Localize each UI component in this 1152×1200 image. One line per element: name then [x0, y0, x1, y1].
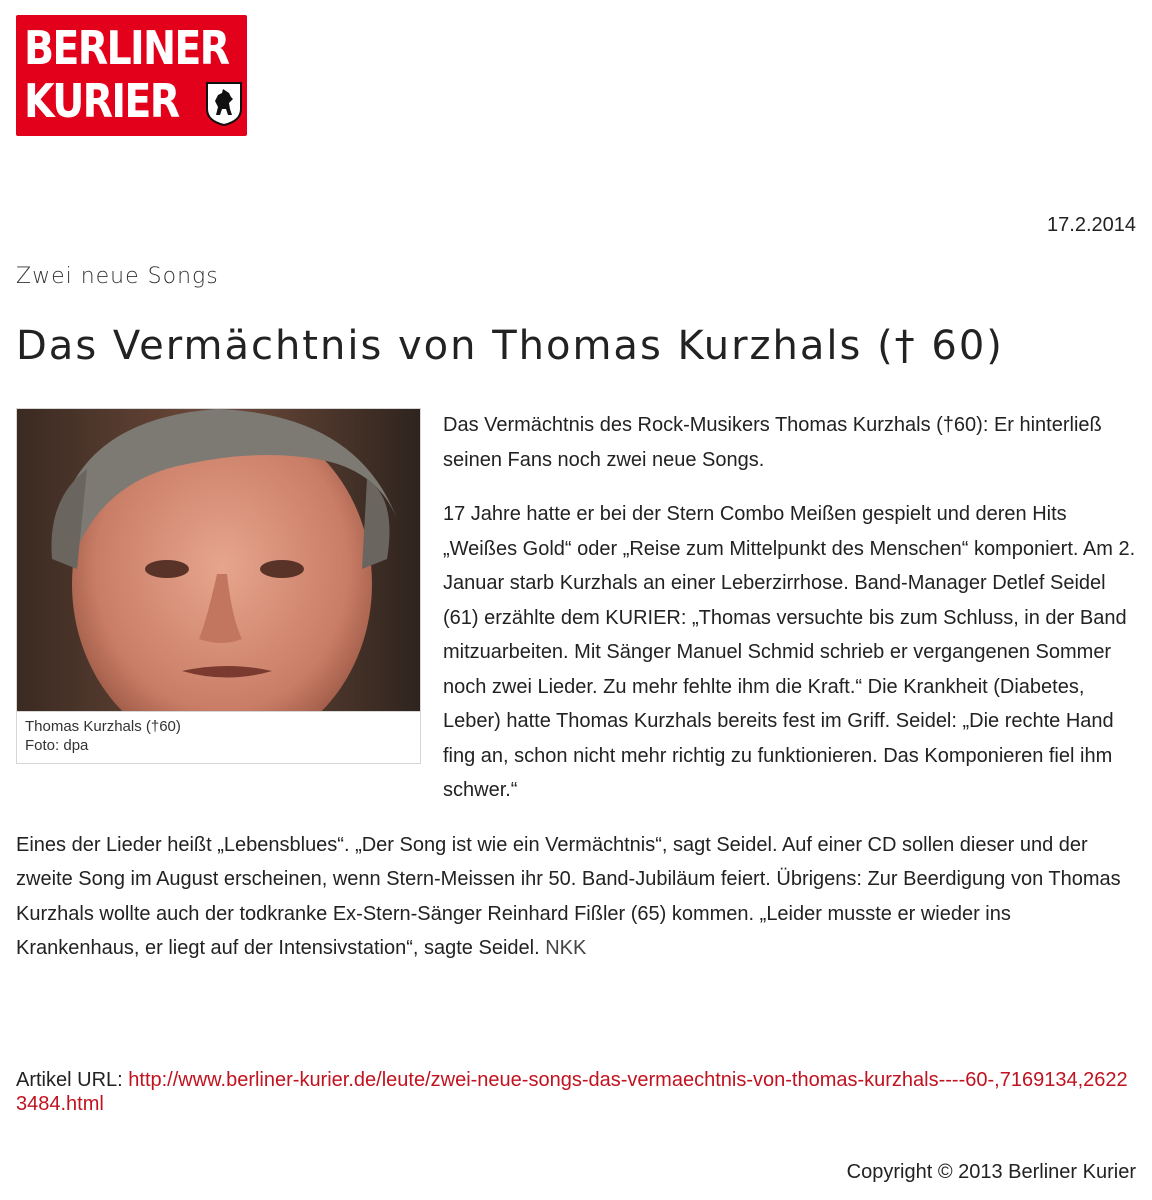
article-paragraph-1: Das Vermächtnis des Rock-Musikers Thomas Kurzhals (†60): Er hinterließ seinen Fans noch zwei neue Songs.: [443, 414, 1102, 471]
article-paragraph-3: [16, 828, 1136, 966]
logo-text-line2: KURIER: [24, 74, 179, 128]
author-initials: NKK: [545, 937, 587, 959]
article-figure: [16, 408, 421, 764]
caption-credit: Foto: dpa: [25, 737, 89, 754]
image-caption: [17, 711, 420, 763]
copyright-notice: Copyright © 2013 Berliner Kurier: [846, 1161, 1136, 1183]
article-kicker: Zwei neue Songs: [16, 264, 219, 289]
berliner-kurier-logo[interactable]: [16, 15, 247, 136]
paragraph-3-text: Eines der Lieder heißt „Lebensblues“. „Der Song ist wie ein Vermächtnis“, sagt Seidel. Auf einer CD sollen dieser und der zweite Song im August erscheinen, wenn Stern-Meissen ihr 50. Band-Jubiläum feiert. Übrigens: Zur Beerdigung von Thomas Kurzhals wollte auch der todkranke Ex-Stern-Sänger Reinhard Fißler (65) kommen. „Leider musste er wieder ins Krankenhaus, er liegt auf der Intensivstation“, sagte Seidel.: [16, 833, 1121, 959]
publication-date: 17.2.2014: [1047, 214, 1136, 236]
portrait-photo: [17, 409, 420, 711]
url-label: Artikel URL:: [16, 1069, 123, 1091]
article-url-link[interactable]: http://www.berliner-kurier.de/leute/zwei-neue-songs-das-vermaechtnis-von-thomas-kurzhals----60-,7169134,26223484.html: [16, 1069, 1128, 1115]
article-url-block: [16, 1068, 1136, 1116]
article-headline: Das Vermächtnis von Thomas Kurzhals († 60): [16, 323, 1004, 369]
logo-text-line1: BERLINER: [24, 21, 229, 75]
caption-name: Thomas Kurzhals (†60): [25, 718, 181, 735]
berlin-bear-shield-icon: [205, 81, 243, 127]
article-body: [16, 408, 1136, 986]
article-paragraph-2: 17 Jahre hatte er bei der Stern Combo Meißen gespielt und deren Hits „Weißes Gold“ oder „Reise zum Mittelpunkt des Menschen“ komponiert. Am 2. Januar starb Kurzhals an einer Leberzirrhose. Band-Manager Detlef Seidel (61) erzählte dem KURIER: „Thomas versuchte bis zum Schluss, in der Band mitzuarbeiten. Mit Sänger Manuel Schmid schrieb er vergangenen Sommer noch zwei Lieder. Zu mehr fehlte ihm die Kraft.“ Die Krankheit (Diabetes, Leber) hatte Thomas Kurzhals bereits fest im Griff. Seidel: „Die rechte Hand fing an, schon nicht mehr richtig zu funktionieren. Das Komponieren fiel ihm schwer.“: [443, 503, 1136, 801]
